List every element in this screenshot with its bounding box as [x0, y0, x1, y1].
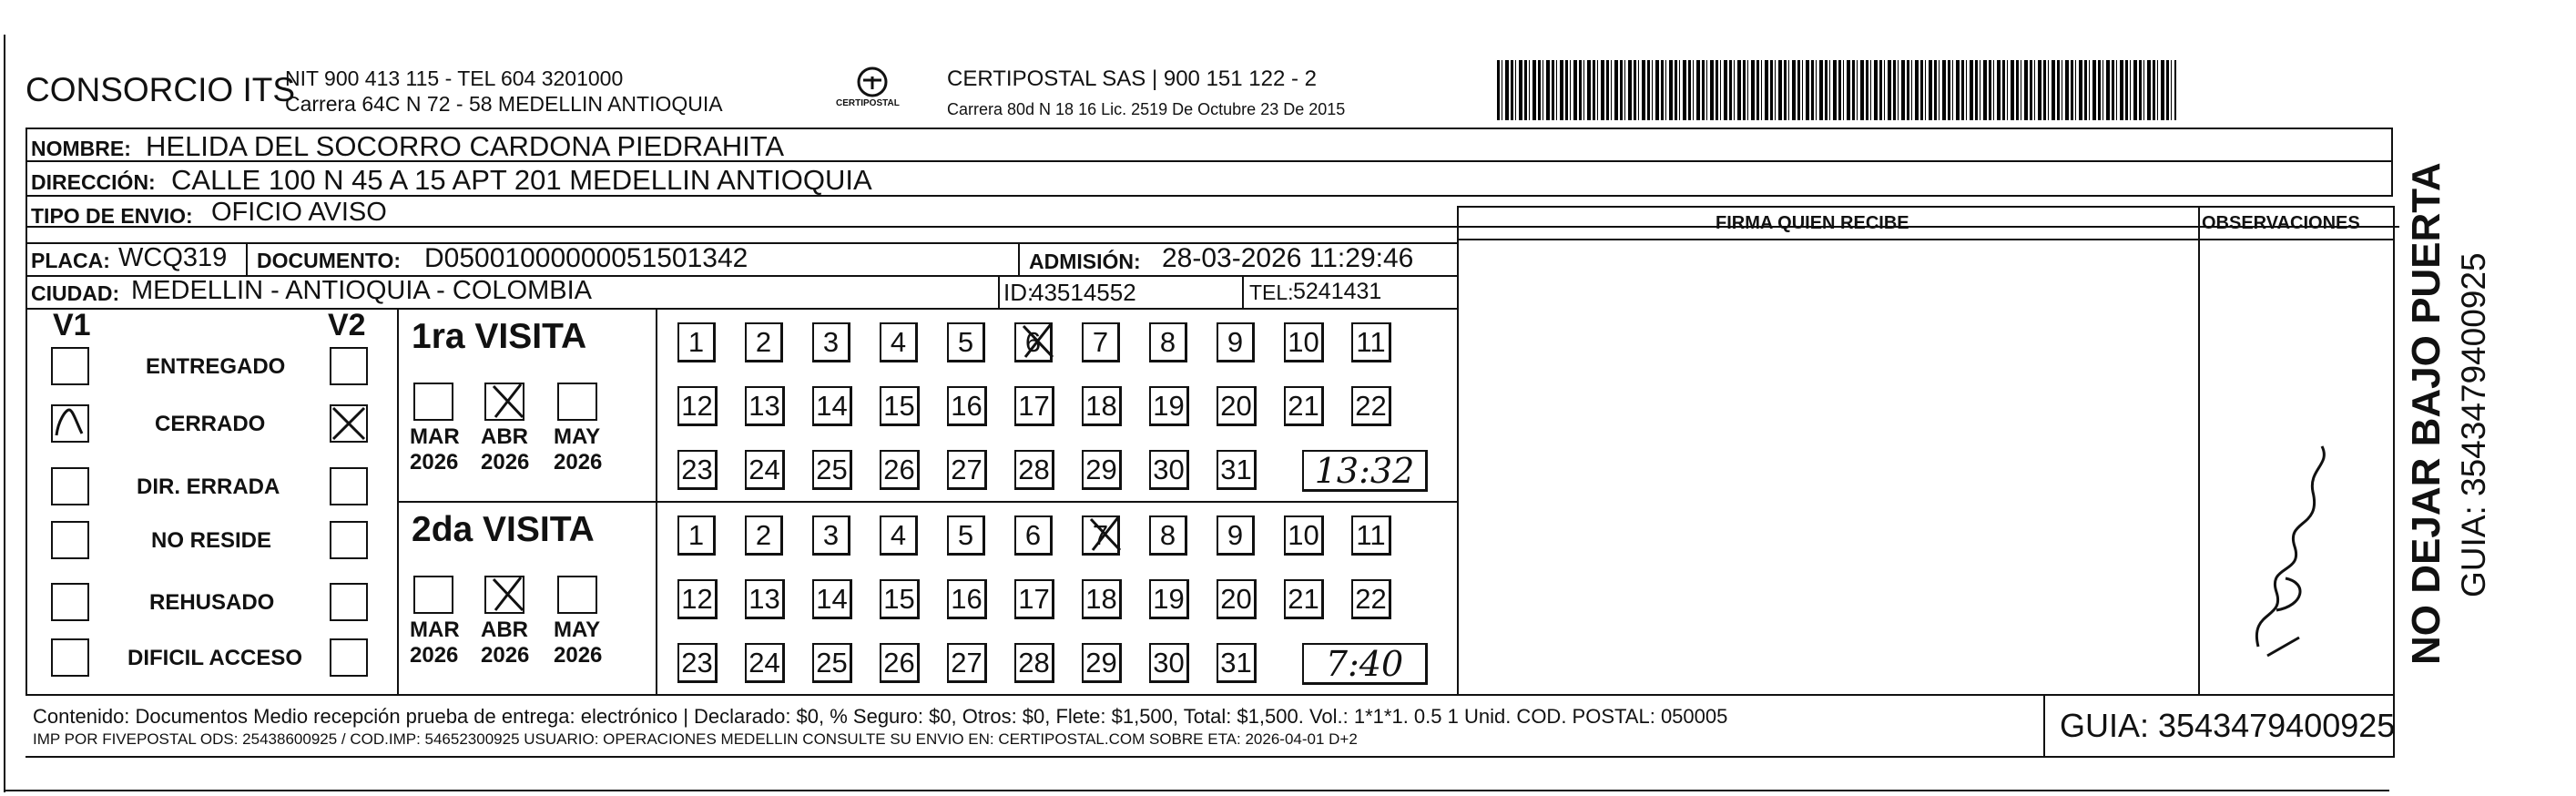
visit-1-day-21[interactable] — [1284, 386, 1324, 426]
side-guia: GUIA: 3543479400925 — [2455, 252, 2492, 597]
day-number: 16 — [951, 582, 983, 615]
nombre-label: NOMBRE: — [31, 137, 131, 160]
visit-1-year-abr: 2026 — [481, 450, 530, 475]
visit-2-day-14[interactable] — [812, 579, 852, 619]
ciudad-value: MEDELLIN - ANTIOQUIA - COLOMBIA — [131, 276, 592, 305]
v1-checkbox-dir-errada[interactable] — [51, 467, 89, 505]
v1-checkbox-cerrado[interactable] — [51, 404, 89, 443]
rule — [25, 308, 1457, 310]
day-number: 30 — [1153, 646, 1185, 679]
day-number: 26 — [883, 646, 915, 679]
visit-2-day-3[interactable] — [812, 515, 850, 556]
visit-2-time-box[interactable] — [1302, 643, 1428, 685]
visit-2-day-6[interactable] — [1014, 515, 1053, 556]
day-number: 10 — [1288, 325, 1319, 358]
visit-2-day-26[interactable] — [880, 643, 920, 683]
visit-2-day-20[interactable] — [1217, 579, 1257, 619]
day-number: 3 — [822, 518, 840, 551]
status-label-no-reside: NO RESIDE — [151, 528, 272, 553]
v1-checkbox-dificil-acceso[interactable] — [51, 638, 89, 677]
day-number: 12 — [681, 389, 713, 422]
visit-1-month-checkbox-mar[interactable] — [413, 383, 453, 421]
visit-1-day-13[interactable] — [745, 386, 785, 426]
tipo-envio-value: OFICIO AVISO — [211, 198, 387, 227]
visit-2-day-22[interactable] — [1351, 579, 1391, 619]
placa-value: WCQ319 — [118, 243, 228, 272]
day-number: 5 — [957, 518, 974, 551]
visit-1-day-17[interactable] — [1014, 386, 1054, 426]
day-number: 20 — [1220, 582, 1252, 615]
visit-2-month-checkbox-abr[interactable] — [484, 576, 524, 614]
outer-left-border — [4, 35, 5, 792]
visit-2-day-16[interactable] — [947, 579, 987, 619]
outer-bottom-border — [4, 790, 2389, 791]
company-nit: NIT 900 413 115 - TEL 604 3201000 — [285, 66, 624, 90]
day-number: 22 — [1355, 582, 1387, 615]
nombre-value: HELIDA DEL SOCORRO CARDONA PIEDRAHITA — [146, 130, 785, 162]
visit-2-month-checkbox-mar[interactable] — [413, 576, 453, 614]
admision-value: 28-03-2026 11:29:46 — [1162, 243, 1414, 273]
visit-2-day-9[interactable] — [1217, 515, 1255, 556]
visit-2-year-abr: 2026 — [481, 643, 530, 668]
visit-2-day-19[interactable] — [1149, 579, 1189, 619]
carrier-name: CERTIPOSTAL SAS | 900 151 122 - 2 — [947, 66, 1317, 91]
visit-1-month-may: MAY — [554, 424, 601, 449]
visit-1-day-20[interactable] — [1217, 386, 1257, 426]
day-number: 12 — [681, 582, 713, 615]
day-number: 30 — [1153, 453, 1185, 485]
rule — [998, 275, 1000, 308]
visit-1-day-1[interactable] — [677, 322, 716, 362]
visit-1-day-30[interactable] — [1149, 450, 1189, 490]
visit-2-day-13[interactable] — [745, 579, 785, 619]
visit-1-day-9[interactable] — [1217, 322, 1255, 362]
visit-1-day-22[interactable] — [1351, 386, 1391, 426]
day-number: 17 — [1018, 389, 1050, 422]
v2-checkbox-dir-errada[interactable] — [330, 467, 368, 505]
ciudad-label: CIUDAD: — [31, 281, 120, 305]
visit-2-day-5[interactable] — [947, 515, 985, 556]
visit-2-day-30[interactable] — [1149, 643, 1189, 683]
visit-2-year-mar: 2026 — [410, 643, 459, 668]
v1-label: V1 — [53, 308, 91, 342]
visit-1-day-6[interactable] — [1014, 322, 1053, 362]
tel-label: TEL: — [1249, 281, 1294, 304]
day-number: 26 — [883, 453, 915, 485]
day-number: 25 — [816, 646, 848, 679]
visit-1-month-mar: MAR — [410, 424, 460, 449]
day-number: 28 — [1018, 453, 1050, 485]
day-number: 20 — [1220, 389, 1252, 422]
day-number: 1 — [687, 518, 705, 551]
visit-2-month-mar: MAR — [410, 617, 460, 642]
handwritten-time: 7:40 — [1325, 643, 1404, 684]
day-number: 15 — [883, 582, 915, 615]
day-number: 31 — [1220, 646, 1252, 679]
visit-1-day-26[interactable] — [880, 450, 920, 490]
day-number: 4 — [890, 518, 907, 551]
rule — [25, 694, 2395, 696]
status-label-entregado: ENTREGADO — [146, 354, 286, 379]
visit-1-day-28[interactable] — [1014, 450, 1054, 490]
visit-1-day-3[interactable] — [812, 322, 850, 362]
status-label-dir-errada: DIR. ERRADA — [137, 475, 280, 499]
visit-1-day-12[interactable] — [677, 386, 718, 426]
rule — [2198, 206, 2200, 694]
visit-1-month-checkbox-abr[interactable] — [484, 383, 524, 421]
visit-2-day-2[interactable] — [745, 515, 783, 556]
visit-1-day-29[interactable] — [1082, 450, 1122, 490]
handwritten-signature — [2222, 428, 2358, 665]
visit-2-year-may: 2026 — [554, 643, 603, 668]
v2-checkbox-dificil-acceso[interactable] — [330, 638, 368, 677]
day-number: 17 — [1018, 582, 1050, 615]
v2-label: V2 — [328, 308, 366, 342]
day-number: 9 — [1227, 518, 1244, 551]
day-number: 29 — [1085, 646, 1117, 679]
visit-1-day-4[interactable] — [880, 322, 918, 362]
day-number: 11 — [1356, 325, 1386, 358]
day-number: 24 — [748, 453, 780, 485]
visit-2-day-27[interactable] — [947, 643, 987, 683]
rule — [1457, 206, 1459, 694]
handwritten-time: 13:32 — [1314, 450, 1415, 491]
visit-2-day-28[interactable] — [1014, 643, 1054, 683]
day-number: 13 — [748, 582, 780, 615]
footer-guia: GUIA: 3543479400925 — [2060, 707, 2396, 744]
rule — [25, 756, 2395, 758]
day-number: 18 — [1085, 582, 1117, 615]
status-label-dificil-acceso: DIFICIL ACCESO — [127, 646, 303, 670]
v2-checkbox-entregado[interactable] — [330, 347, 368, 385]
day-number: 29 — [1085, 453, 1117, 485]
rule — [25, 128, 2393, 129]
tel-value: 5241431 — [1293, 279, 1382, 304]
day-number: 18 — [1085, 389, 1117, 422]
day-number: 4 — [890, 325, 907, 358]
visit-1-year-mar: 2026 — [410, 450, 459, 475]
day-number: 15 — [883, 389, 915, 422]
rule — [397, 501, 1457, 503]
visit-1-year-may: 2026 — [554, 450, 603, 475]
day-number: 24 — [748, 646, 780, 679]
day-number: 7 — [1092, 518, 1109, 551]
visit-title-1: 1ra VISITA — [412, 317, 587, 356]
visit-1-day-19[interactable] — [1149, 386, 1189, 426]
visit-2-day-15[interactable] — [880, 579, 920, 619]
visit-1-day-18[interactable] — [1082, 386, 1122, 426]
visit-2-day-7[interactable] — [1082, 515, 1120, 556]
visit-1-day-2[interactable] — [745, 322, 783, 362]
day-number: 1 — [687, 325, 705, 358]
visit-title-2: 2da VISITA — [412, 510, 595, 549]
carrier-address: Carrera 80d N 18 16 Lic. 2519 De Octubre 23 De 2015 — [947, 100, 1346, 118]
status-label-rehusado: REHUSADO — [149, 590, 275, 615]
visit-2-month-checkbox-may[interactable] — [557, 576, 597, 614]
day-number: 21 — [1288, 389, 1319, 422]
day-number: 6 — [1024, 325, 1042, 358]
visit-1-day-15[interactable] — [880, 386, 920, 426]
visit-2-day-21[interactable] — [1284, 579, 1324, 619]
direccion-label: DIRECCIÓN: — [31, 170, 156, 194]
visit-1-day-14[interactable] — [812, 386, 852, 426]
rule — [1457, 206, 2395, 208]
visit-1-day-24[interactable] — [745, 450, 785, 490]
day-number: 14 — [816, 389, 848, 422]
day-number: 23 — [681, 646, 713, 679]
rule — [2043, 694, 2045, 758]
firma-header: FIRMA QUIEN RECIBE — [1716, 213, 1909, 233]
day-number: 27 — [951, 646, 983, 679]
day-number: 8 — [1159, 325, 1176, 358]
day-number: 19 — [1153, 389, 1185, 422]
v2-checkbox-cerrado[interactable] — [330, 404, 368, 443]
rule — [25, 128, 27, 694]
visit-2-day-4[interactable] — [880, 515, 918, 556]
visit-1-day-10[interactable] — [1284, 322, 1324, 362]
visit-1-day-5[interactable] — [947, 322, 985, 362]
day-number: 27 — [951, 453, 983, 485]
day-number: 2 — [755, 325, 772, 358]
visit-2-day-17[interactable] — [1014, 579, 1054, 619]
v1-checkbox-rehusado[interactable] — [51, 583, 89, 621]
visit-2-day-24[interactable] — [745, 643, 785, 683]
footer-line-2: IMP POR FIVEPOSTAL ODS: 25438600925 / COD.IMP: 54652300925 USUARIO: OPERACIONES MEDELLIN CONSULTE SU ENVIO EN: CERTIPOSTAL.COM SOBRE ETA: 2026-04-01 D+2 — [33, 730, 1358, 748]
day-number: 14 — [816, 582, 848, 615]
v1-checkbox-entregado[interactable] — [51, 347, 89, 385]
visit-1-day-31[interactable] — [1217, 450, 1257, 490]
day-number: 3 — [822, 325, 840, 358]
visit-1-day-23[interactable] — [677, 450, 718, 490]
visit-2-day-11[interactable] — [1351, 515, 1391, 556]
id-value: 43514552 — [1031, 279, 1136, 306]
day-number: 8 — [1159, 518, 1176, 551]
rule — [1242, 275, 1244, 308]
visit-1-day-7[interactable] — [1082, 322, 1120, 362]
visit-2-day-25[interactable] — [812, 643, 852, 683]
visit-2-day-1[interactable] — [677, 515, 716, 556]
direccion-value: CALLE 100 N 45 A 15 APT 201 MEDELLIN ANTIOQUIA — [171, 164, 872, 196]
day-number: 22 — [1355, 389, 1387, 422]
visit-2-day-29[interactable] — [1082, 643, 1122, 683]
day-number: 28 — [1018, 646, 1050, 679]
day-number: 6 — [1024, 518, 1042, 551]
day-number: 5 — [957, 325, 974, 358]
rule — [1457, 239, 2395, 240]
visit-2-day-31[interactable] — [1217, 643, 1257, 683]
day-number: 7 — [1092, 325, 1109, 358]
day-number: 2 — [755, 518, 772, 551]
visit-1-day-27[interactable] — [947, 450, 987, 490]
visit-1-day-16[interactable] — [947, 386, 987, 426]
observaciones-header: OBSERVACIONES — [2202, 213, 2360, 233]
visit-2-day-12[interactable] — [677, 579, 718, 619]
admision-label: ADMISIÓN: — [1029, 250, 1141, 273]
rule — [246, 242, 248, 275]
visit-1-month-checkbox-may[interactable] — [557, 383, 597, 421]
footer-line-1: Contenido: Documentos Medio recepción prueba de entrega: electrónico | Declarado: $0, % Seguro: $0, Otros: $0, Flete: $1,500, Total: $1,500. Vol.: 1*1*1. 0.5 1 Unid. COD. POSTAL: 050005 — [33, 705, 1728, 728]
day-number: 23 — [681, 453, 713, 485]
visit-2-day-18[interactable] — [1082, 579, 1122, 619]
tipo-envio-label: TIPO DE ENVIO: — [31, 204, 193, 228]
v1-checkbox-no-reside[interactable] — [51, 521, 89, 559]
day-number: 9 — [1227, 325, 1244, 358]
company-name: CONSORCIO ITS — [25, 71, 296, 108]
rule — [2391, 128, 2393, 195]
visit-1-month-abr: ABR — [481, 424, 528, 449]
visit-1-day-8[interactable] — [1149, 322, 1187, 362]
visit-1-time-box[interactable] — [1302, 450, 1428, 492]
rule — [1018, 242, 1020, 275]
no-dejar-bajo-puerta: NO DEJAR BAJO PUERTA — [2404, 162, 2449, 665]
day-number: 25 — [816, 453, 848, 485]
rule — [2393, 206, 2395, 694]
day-number: 19 — [1153, 582, 1185, 615]
visit-2-month-may: MAY — [554, 617, 601, 642]
logo-caption: CERTIPOSTAL — [836, 98, 900, 108]
documento-value: D05001000000051501342 — [424, 243, 748, 273]
company-address: Carrera 64C N 72 - 58 MEDELLIN ANTIOQUIA — [285, 92, 723, 116]
status-label-cerrado: CERRADO — [155, 412, 266, 436]
visit-2-day-23[interactable] — [677, 643, 718, 683]
day-number: 16 — [951, 389, 983, 422]
documento-label: DOCUMENTO: — [257, 249, 402, 272]
v2-checkbox-rehusado[interactable] — [330, 583, 368, 621]
visit-1-day-11[interactable] — [1351, 322, 1391, 362]
visit-2-day-8[interactable] — [1149, 515, 1187, 556]
id-label: ID: — [1003, 279, 1034, 306]
visit-2-day-10[interactable] — [1284, 515, 1324, 556]
visit-1-day-25[interactable] — [812, 450, 852, 490]
day-number: 11 — [1356, 518, 1386, 551]
v2-checkbox-no-reside[interactable] — [330, 521, 368, 559]
placa-label: PLACA: — [31, 249, 110, 272]
day-number: 13 — [748, 389, 780, 422]
day-number: 31 — [1220, 453, 1252, 485]
barcode — [1497, 60, 2176, 120]
day-number: 21 — [1288, 582, 1319, 615]
visit-2-month-abr: ABR — [481, 617, 528, 642]
day-number: 10 — [1288, 518, 1319, 551]
